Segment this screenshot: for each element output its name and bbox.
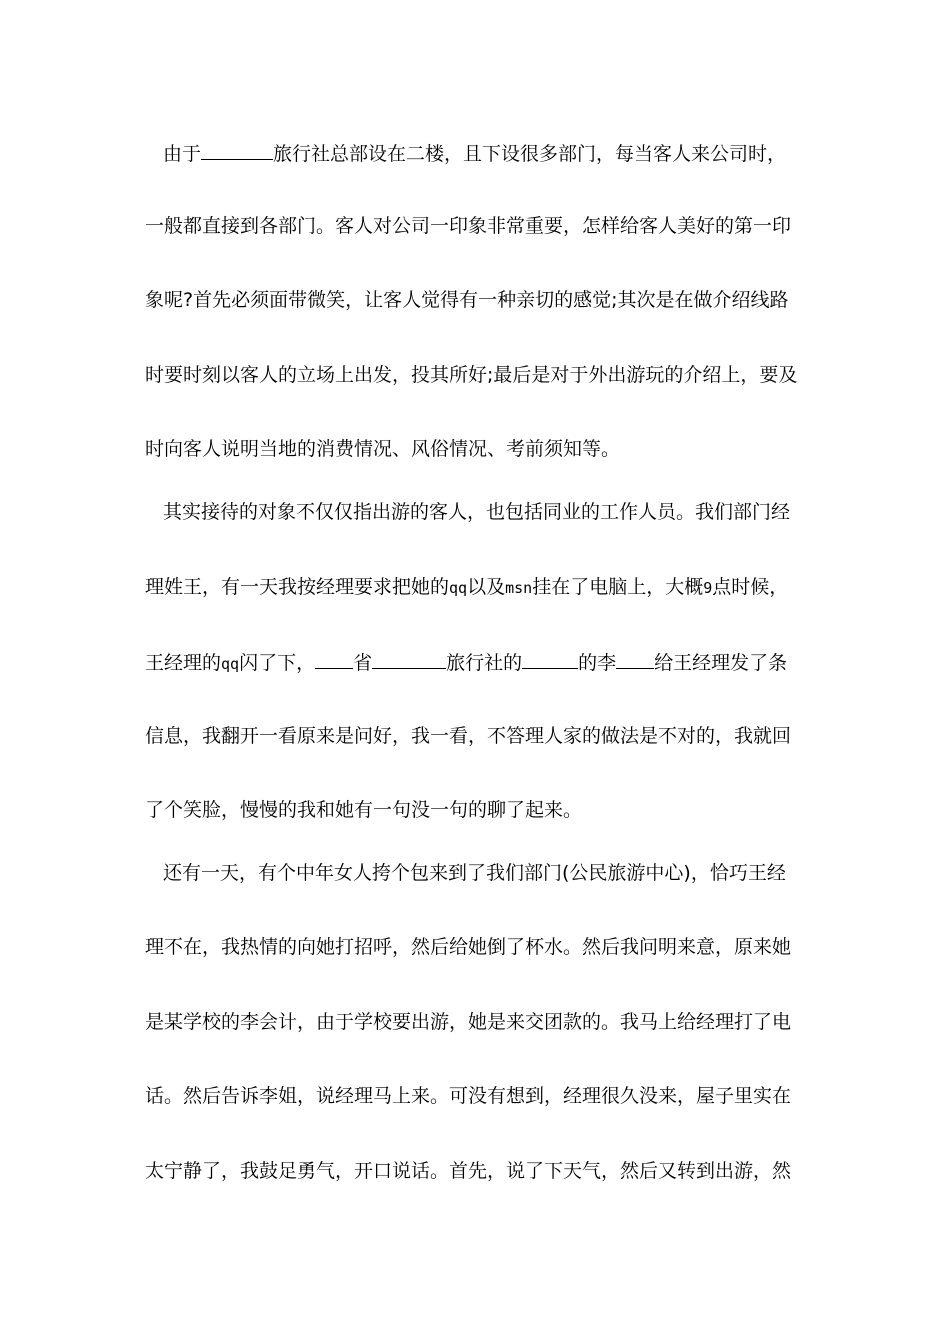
text-segment: 省	[353, 652, 373, 674]
blank-underline	[372, 648, 446, 669]
blank-underline	[616, 648, 654, 669]
paragraph-1-line-5: 时向客人说明当地的消费情况、风俗情况、考前须知等。	[145, 438, 621, 460]
paragraph-3-line-2: 理不在，我热情的向她打招呼，然后给她倒了杯水。然后我问明来意，原来她	[145, 936, 792, 958]
text-segment: 王经理的	[145, 652, 222, 674]
paragraph-2-line-5: 了个笑脸，慢慢的我和她有一句没一句的聊了起来。	[145, 799, 583, 821]
paragraph-3-line-4: 话。然后告诉李姐，说经理马上来。可没有想到，经理很久没来，屋子里实在	[145, 1085, 792, 1107]
paragraph-3-line-1: 还有一天，有个中年女人挎个包来到了我们部门(公民旅游中心)，恰巧王经	[163, 862, 786, 884]
text-segment: 给王经理发了条	[654, 652, 788, 674]
paragraph-1-line-1	[163, 139, 833, 167]
blank-underline	[522, 648, 578, 669]
blank-underline	[201, 139, 273, 160]
text-segment: 闪了下，	[239, 652, 316, 674]
paragraph-1-line-3: 象呢?首先必须面带微笑，让客人觉得有一种亲切的感觉;其次是在做介绍线路	[145, 289, 789, 311]
number-text: 9	[703, 579, 713, 597]
paragraph-2-line-4: 信息，我翻开一看原来是问好，我一看，不答理人家的做法是不对的，我就回	[145, 725, 792, 747]
paragraph-1-line-4: 时要时刻以客人的立场上出发，投其所好;最后是对于外出游玩的介绍上，要及	[145, 364, 798, 386]
text-segment: 旅行社总部设在二楼，且下设很多部门，每当客人来公司时，	[273, 143, 787, 165]
qq-text: qq	[221, 655, 240, 673]
text-segment: 以及	[467, 576, 506, 598]
text-segment: 由于	[163, 143, 202, 165]
text-segment: 旅行社的	[446, 652, 523, 674]
paragraph-2-line-1: 其实接待的对象不仅仅指出游的客人，也包括同业的工作人员。我们部门经	[163, 501, 791, 523]
msn-text: msn	[505, 579, 533, 597]
paragraph-3-line-5: 太宁静了，我鼓足勇气，开口说话。首先，说了下天气，然后又转到出游，然	[145, 1160, 792, 1182]
paragraph-1-line-2: 一般都直接到各部门。客人对公司一印象非常重要，怎样给客人美好的第一印	[145, 215, 792, 237]
text-segment: 理姓王，有一天我按经理要求把她的	[145, 576, 450, 598]
qq-text: qq	[449, 579, 468, 597]
text-segment: 的李	[578, 652, 617, 674]
blank-underline	[315, 648, 353, 669]
paragraph-2-line-3	[145, 648, 815, 677]
text-segment: 点时候，	[712, 576, 789, 598]
paragraph-3-line-3: 是某学校的李会计，由于学校要出游，她是来交团款的。我马上给经理打了电	[145, 1011, 792, 1033]
paragraph-2-line-2	[145, 574, 815, 601]
text-segment: 挂在了电脑上，大概	[532, 576, 704, 598]
